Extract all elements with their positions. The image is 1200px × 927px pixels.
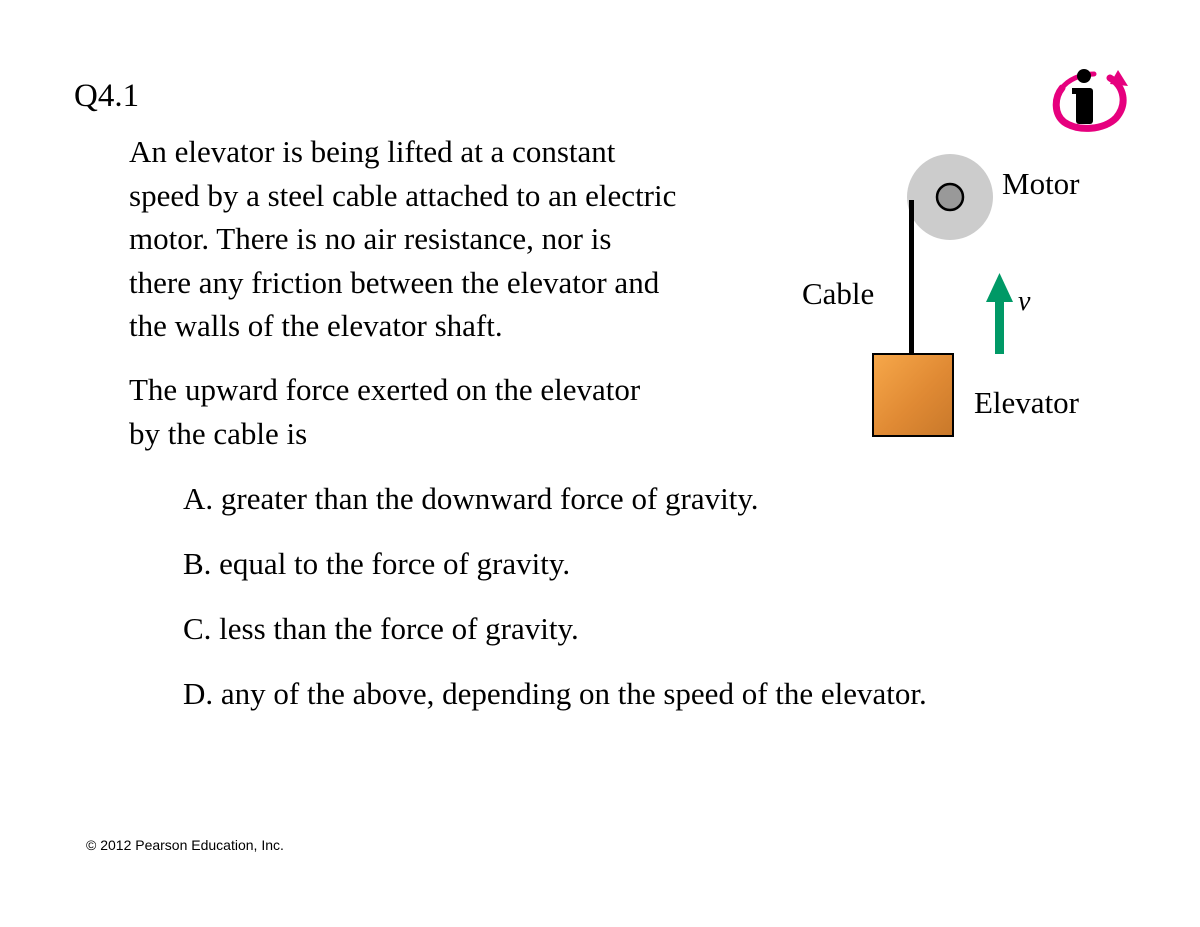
prompt-line: The upward force exerted on the elevator [129,372,641,407]
choice-a: A. greater than the downward force of gravity. [183,481,759,516]
clicker-i-icon [1050,64,1132,134]
elevator-box [873,354,953,436]
question-prompt [129,368,789,455]
velocity-label: v [1018,286,1031,317]
prompt-line: by the cable is [129,415,308,451]
motor-label: Motor [1002,166,1080,201]
question-text [129,130,789,348]
elevator-label: Elevator [974,385,1080,420]
question-line: An elevator is being lifted at a constant [129,134,616,169]
choice-c: C. less than the force of gravity. [183,611,579,646]
clicker-logo-graphic [1050,64,1132,134]
question-line: speed by a steel cable attached to an electric [129,177,677,213]
choice-d: D. any of the above, depending on the speed of the elevator. [183,676,927,711]
question-number: Q4.1 [74,78,140,114]
choice-b: B. equal to the force of gravity. [183,546,571,581]
elevator-diagram [790,140,1120,450]
question-line: there any friction between the elevator and [129,264,660,300]
question-line: the walls of the elevator shaft. [129,308,503,343]
answer-choices [183,477,927,737]
copyright-notice: © 2012 Pearson Education, Inc. [86,837,284,853]
question-line: motor. There is no air resistance, nor is [129,221,612,256]
cable-label: Cable [802,276,875,311]
motor-hub [937,184,963,210]
cable-line [909,200,914,355]
velocity-arrow-head [986,273,1013,302]
